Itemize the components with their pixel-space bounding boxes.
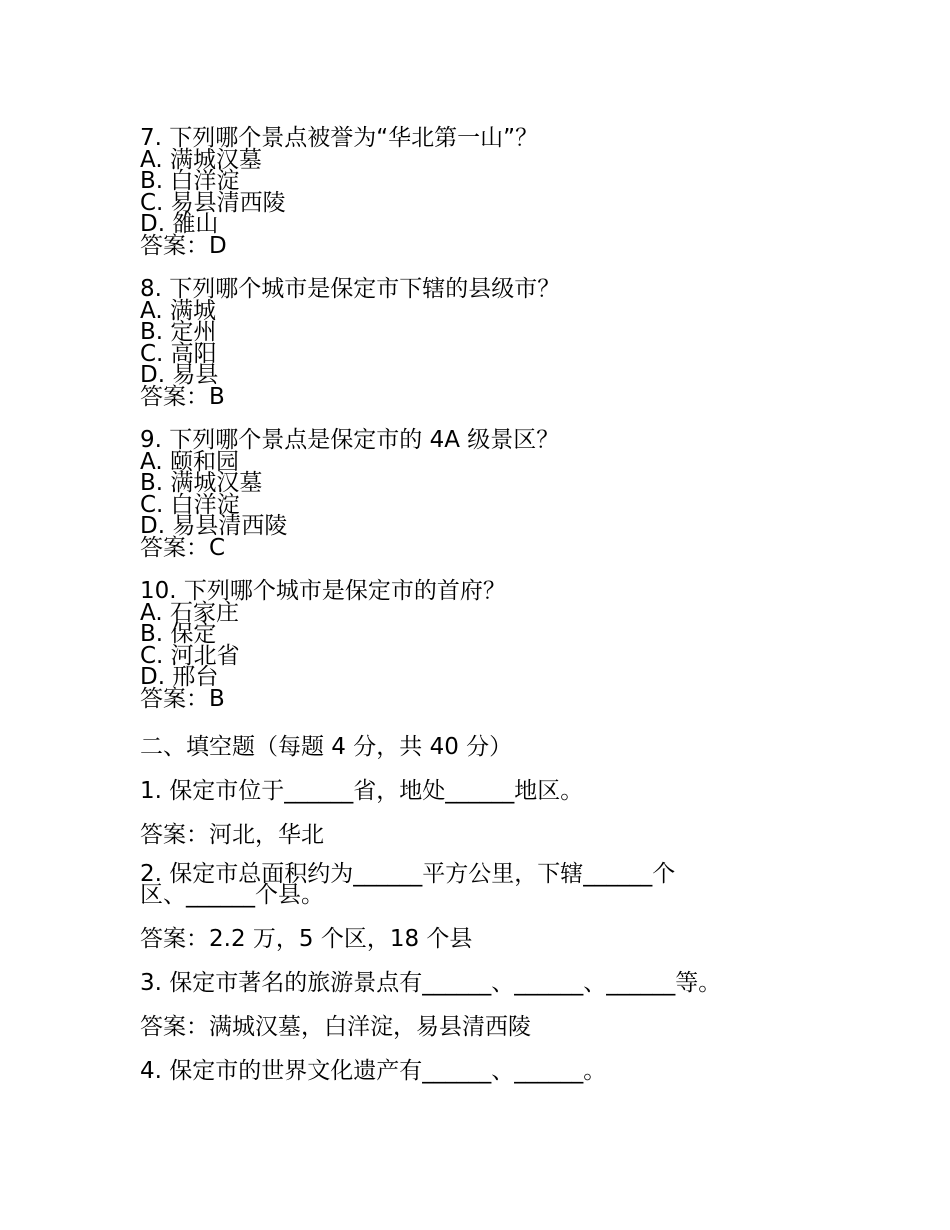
- fill-answer-2: 答案：2.2 万，5 个区，18 个县: [140, 926, 473, 952]
- option-b: B. 定州: [140, 319, 217, 345]
- fill-question-2: [140, 861, 840, 908]
- question-7: [140, 125, 840, 259]
- question-text: 7. 下列哪个景点被誉为“华北第一山”？: [140, 125, 539, 151]
- option-a: A. 满城: [140, 297, 216, 324]
- question-9: [140, 427, 840, 561]
- answer: 答案：B: [140, 383, 225, 410]
- fill-answer-3: 答案：满城汉墓，白洋淀，易县清西陵: [140, 1014, 531, 1040]
- option-d: D. 易县: [140, 362, 219, 388]
- option-d: D. 雒山: [140, 211, 219, 237]
- question-text: 9. 下列哪个景点是保定市的 4A 级景区？: [140, 427, 560, 453]
- question-10: [140, 578, 840, 712]
- option-c: C. 高阳: [140, 340, 217, 367]
- option-d: D. 邢台: [140, 664, 219, 690]
- answer: 答案：C: [140, 534, 226, 561]
- option-b: B. 白洋淀: [140, 168, 240, 194]
- answer: 答案：B: [140, 685, 225, 712]
- option-a: A. 颐和园: [140, 448, 239, 475]
- answer: 答案：D: [140, 232, 227, 259]
- option-b: B. 满城汉墓: [140, 470, 263, 496]
- fill-question-2-line-1: 2. 保定市总面积约为______平方公里，下辖______个: [140, 861, 676, 887]
- document-page: [140, 125, 840, 1100]
- fill-question-3: 3. 保定市著名的旅游景点有______、______、______等。: [140, 970, 722, 996]
- question-text: 8. 下列哪个城市是保定市下辖的县级市？: [140, 276, 561, 302]
- option-a: A. 石家庄: [140, 599, 239, 626]
- option-a: A. 满城汉墓: [140, 146, 262, 173]
- fill-question-2-line-2: 区、______个县。: [140, 882, 324, 908]
- option-d: D. 易县清西陵: [140, 513, 288, 539]
- option-c: C. 白洋淀: [140, 491, 240, 518]
- question-text: 10. 下列哪个城市是保定市的首府？: [140, 578, 506, 604]
- fill-question-1: 1. 保定市位于______省，地处______地区。: [140, 778, 584, 804]
- option-b: B. 保定: [140, 621, 217, 647]
- option-c: C. 易县清西陵: [140, 189, 286, 216]
- section-title: 二、填空题（每题 4 分，共 40 分）: [140, 734, 513, 760]
- fill-answer-1: 答案：河北，华北: [140, 822, 324, 848]
- option-c: C. 河北省: [140, 642, 240, 669]
- fill-question-4: 4. 保定市的世界文化遗产有______、______。: [140, 1058, 607, 1084]
- question-8: [140, 276, 840, 410]
